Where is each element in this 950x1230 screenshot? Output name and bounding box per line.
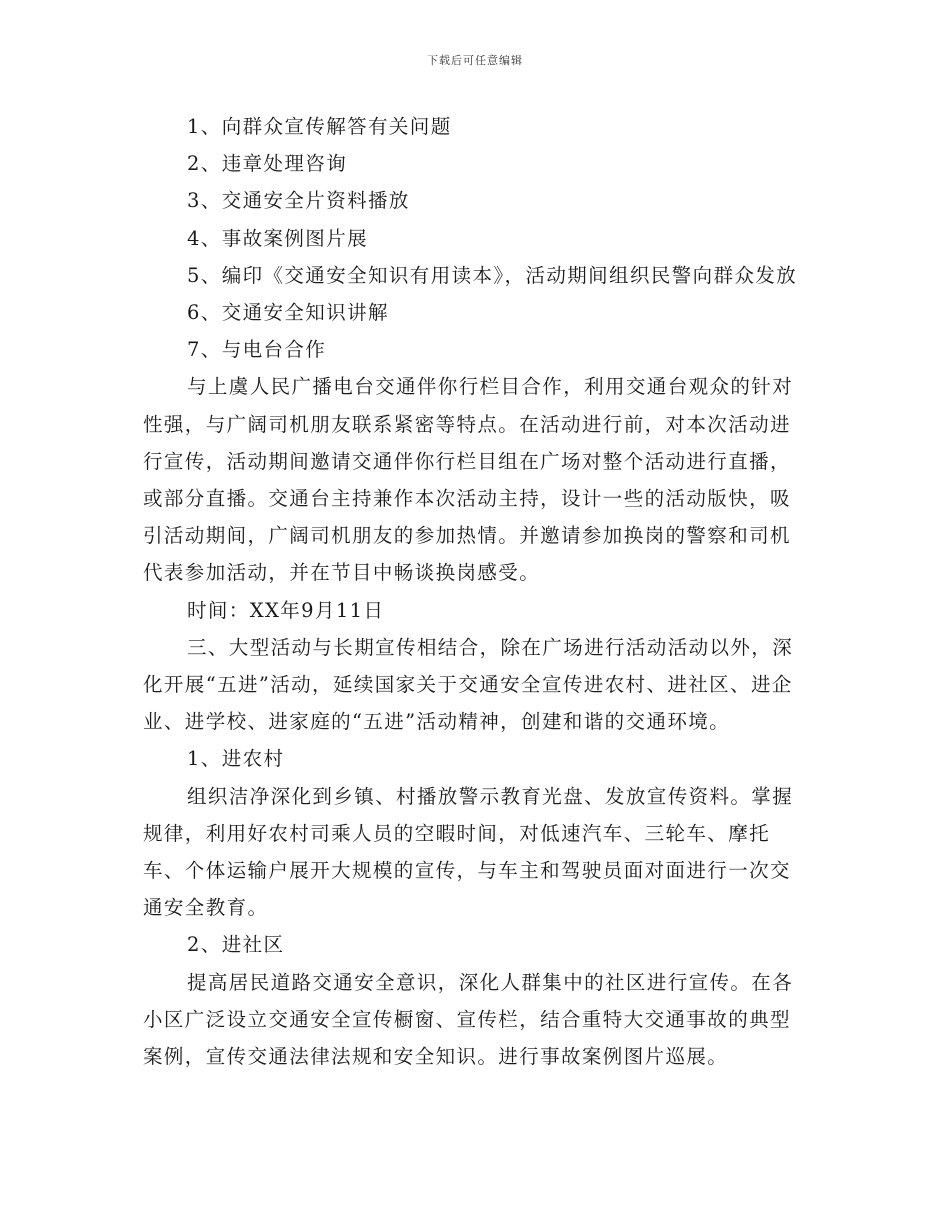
time-line: 时间：XX年9月11日 <box>187 598 385 622</box>
subheading-rural: 1、进农村 <box>187 747 285 771</box>
list-item-3: 3、交通安全片资料播放 <box>187 189 410 213</box>
list-item-5: 5、编印《交通安全知识有用读本》，活动期间组织民警向群众发放 <box>187 263 798 287</box>
radio-cooperation-paragraph: 与上虞人民广播电台交通伴你行栏目合作，利用交通台观众的针对性强，与广阔司机朋友联系紧密等特点。在活动进行前，对本次活动进行宣传，活动期间邀请交通伴你行栏目组在广场对整个活动进行直播，或部分直播。交通台主持兼作本次活动主持，设计一些的活动版快，吸引活动期间，广阔司机朋友的参加热情。并邀请参加换岗的警察和司机代表参加活动，并在节目中畅谈换岗感受。 <box>143 375 794 585</box>
document-body <box>143 108 811 1075</box>
list-item-4: 4、事故案例图片展 <box>187 226 369 250</box>
list-item-1: 1、向群众宣传解答有关问题 <box>187 115 452 138</box>
rural-paragraph: 组织洁净深化到乡镇、村播放警示教育光盘、发放宣传资料。掌握规律，利用好农村司乘人员的空暇时间，对低速汽车、三轮车、摩托车、个体运输户展开大规模的宣传，与车主和驾驶员面对面进行一次交通安全教育。 <box>143 784 794 920</box>
list-item-7: 7、与电台合作 <box>187 338 327 362</box>
subheading-community: 2、进社区 <box>187 933 285 957</box>
community-paragraph: 提高居民道路交通安全意识，深化人群集中的社区进行宣传。在各小区广泛设立交通安全宣传橱窗、宣传栏，结合重特大交通事故的典型案例，宣传交通法律法规和安全知识。进行事故案例图片巡展。 <box>143 970 794 1069</box>
list-item-6: 6、交通安全知识讲解 <box>187 301 389 325</box>
section-three-paragraph: 三、大型活动与长期宣传相结合，除在广场进行活动活动以外，深化开展“五进”活动，延续国家关于交通安全宣传进农村、进社区、进企业、进学校、进家庭的“五进”活动精神，创建和谐的交通环境。 <box>143 635 794 734</box>
list-item-2: 2、违章处理咨询 <box>187 152 348 176</box>
page-header: 下载后可任意编辑 <box>427 54 523 67</box>
